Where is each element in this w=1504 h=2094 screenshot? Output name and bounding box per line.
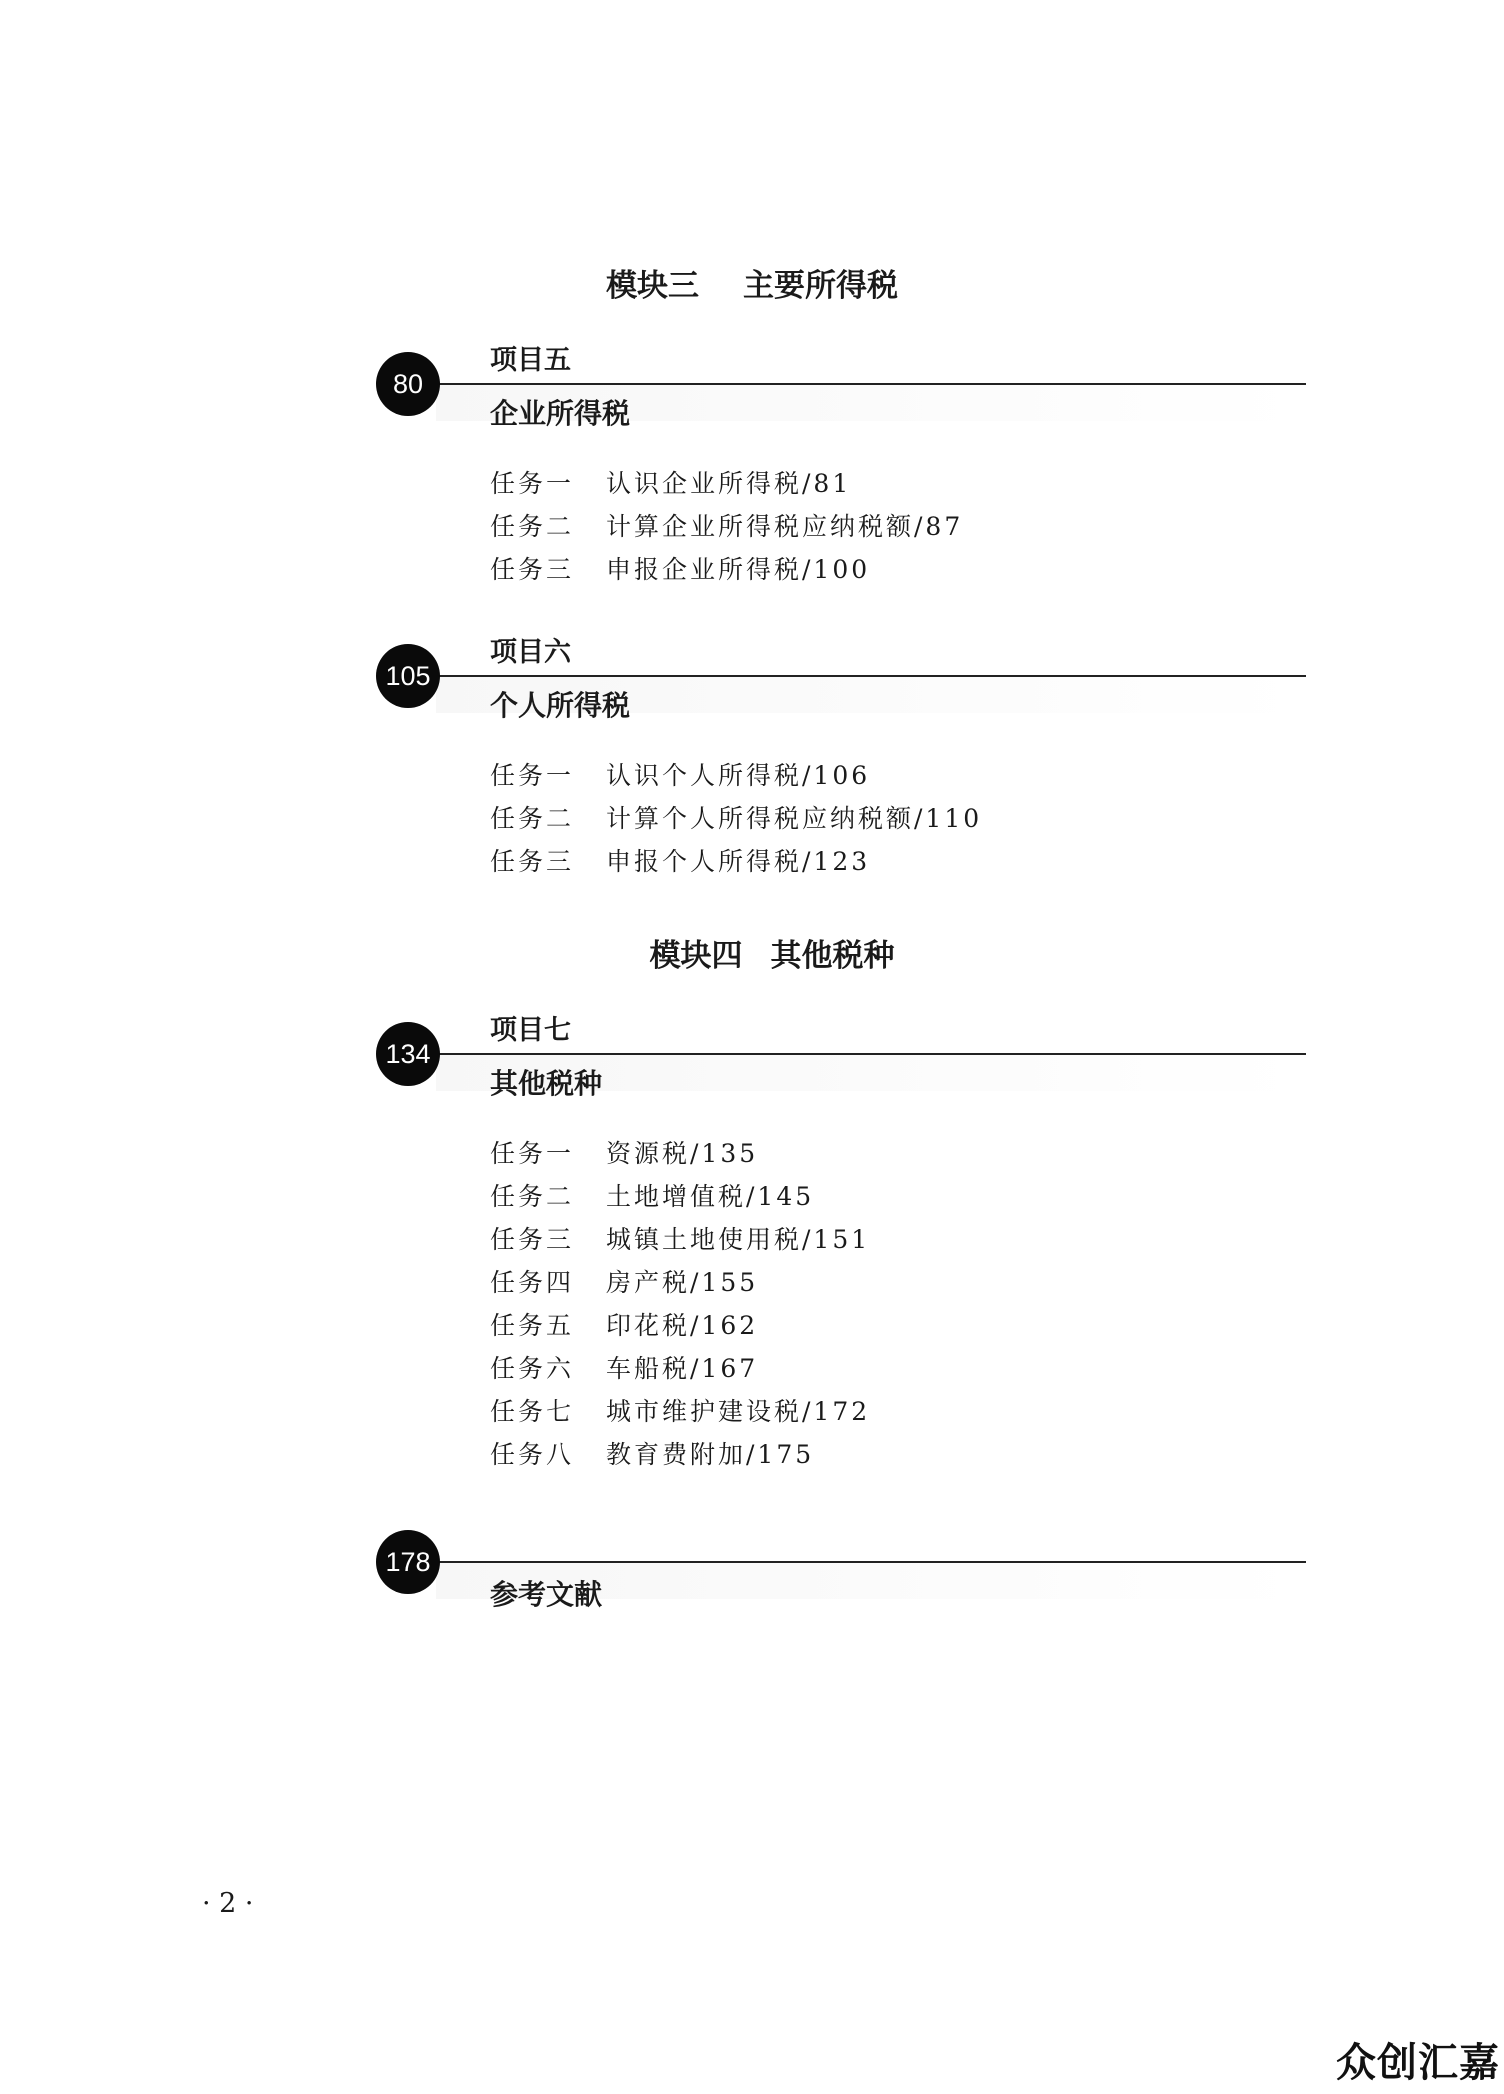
page-badge: 134 bbox=[376, 1022, 440, 1086]
task-title: 教育费附加/175 bbox=[606, 1440, 815, 1469]
page-number: · 2 · bbox=[202, 1888, 254, 1919]
module-title bbox=[0, 260, 1504, 305]
page-badge: 178 bbox=[376, 1530, 440, 1594]
task-item bbox=[490, 754, 982, 797]
task-number: 任务三 bbox=[490, 555, 575, 584]
page-badge: 80 bbox=[376, 352, 440, 416]
task-item bbox=[490, 1218, 870, 1261]
references-heading bbox=[376, 1518, 1306, 1611]
task-list bbox=[490, 1132, 870, 1476]
task-title: 印花税/162 bbox=[606, 1311, 759, 1340]
task-item bbox=[490, 505, 963, 548]
task-item bbox=[490, 1132, 870, 1175]
task-number: 任务三 bbox=[490, 847, 575, 876]
task-list bbox=[490, 754, 982, 883]
task-number: 任务一 bbox=[490, 1139, 575, 1168]
project-label: 项目五 bbox=[490, 345, 571, 376]
references-title: 参考文献 bbox=[490, 1578, 603, 1611]
task-item bbox=[490, 1261, 870, 1304]
task-number: 任务七 bbox=[490, 1397, 575, 1426]
task-title: 认识企业所得税/81 bbox=[606, 469, 852, 498]
heading-rule bbox=[436, 1053, 1306, 1055]
module-prefix: 模块四 bbox=[649, 938, 743, 974]
project-name: 其他税种 bbox=[490, 1067, 603, 1100]
task-title: 房产税/155 bbox=[606, 1268, 759, 1297]
project-heading bbox=[376, 632, 1306, 722]
task-item bbox=[490, 1347, 870, 1390]
task-item bbox=[490, 462, 963, 505]
module-prefix: 模块三 bbox=[606, 268, 699, 304]
task-title: 申报个人所得税/123 bbox=[606, 847, 871, 876]
task-title: 认识个人所得税/106 bbox=[606, 761, 871, 790]
project-label: 项目六 bbox=[490, 637, 571, 668]
page-badge: 105 bbox=[376, 644, 440, 708]
task-number: 任务二 bbox=[490, 1182, 575, 1211]
task-number: 任务一 bbox=[490, 761, 575, 790]
task-list bbox=[490, 462, 963, 591]
task-item bbox=[490, 1390, 870, 1433]
heading-rule bbox=[436, 675, 1306, 677]
task-number: 任务五 bbox=[490, 1311, 575, 1340]
project-name: 企业所得税 bbox=[490, 397, 631, 430]
task-number: 任务六 bbox=[490, 1354, 575, 1383]
task-number: 任务三 bbox=[490, 1225, 575, 1254]
module-name: 主要所得税 bbox=[743, 268, 898, 304]
project-name: 个人所得税 bbox=[490, 689, 631, 722]
task-title: 资源税/135 bbox=[606, 1139, 759, 1168]
heading-rule bbox=[436, 383, 1306, 385]
task-item bbox=[490, 1433, 870, 1476]
task-title: 城镇土地使用税/151 bbox=[606, 1225, 871, 1254]
task-number: 任务八 bbox=[490, 1440, 575, 1469]
task-number: 任务四 bbox=[490, 1268, 575, 1297]
project-heading bbox=[376, 340, 1306, 430]
module-title bbox=[0, 930, 1504, 975]
task-item bbox=[490, 840, 982, 883]
task-title: 土地增值税/145 bbox=[606, 1182, 815, 1211]
task-number: 任务一 bbox=[490, 469, 575, 498]
task-number: 任务二 bbox=[490, 512, 575, 541]
module-name: 其他税种 bbox=[770, 938, 895, 974]
project-label: 项目七 bbox=[490, 1015, 571, 1046]
task-item bbox=[490, 548, 963, 591]
project-heading bbox=[376, 1010, 1306, 1100]
task-item bbox=[490, 1304, 870, 1347]
task-title: 计算企业所得税应纳税额/87 bbox=[606, 512, 964, 541]
task-item bbox=[490, 1175, 870, 1218]
task-title: 申报企业所得税/100 bbox=[606, 555, 871, 584]
task-title: 车船税/167 bbox=[606, 1354, 759, 1383]
task-title: 计算个人所得税应纳税额/110 bbox=[606, 804, 983, 833]
watermark-logo: 众创汇嘉 bbox=[1336, 2040, 1500, 2086]
task-title: 城市维护建设税/172 bbox=[606, 1397, 871, 1426]
heading-rule bbox=[436, 1561, 1306, 1563]
task-item bbox=[490, 797, 982, 840]
task-number: 任务二 bbox=[490, 804, 575, 833]
